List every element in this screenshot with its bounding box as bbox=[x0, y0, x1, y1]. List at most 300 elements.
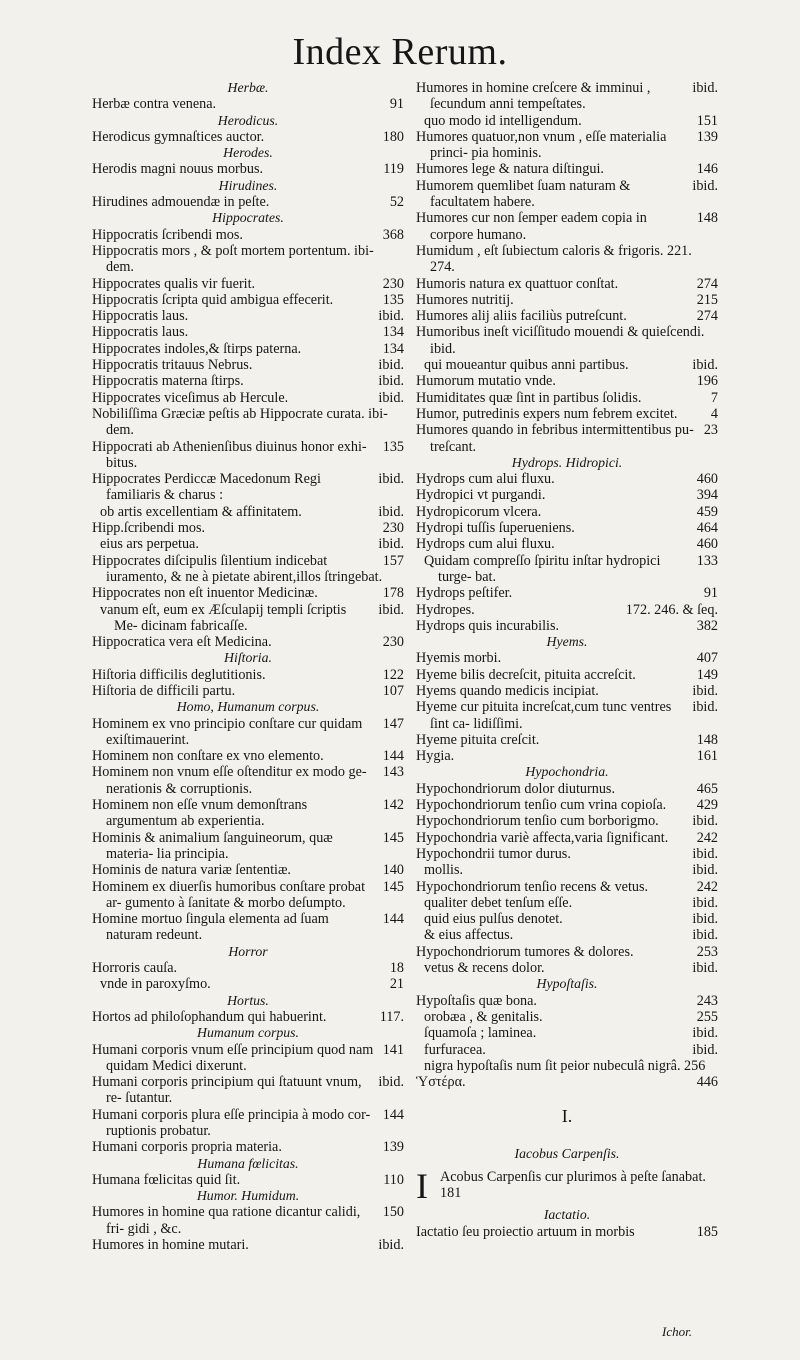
index-entry bbox=[92, 1042, 404, 1075]
index-entry bbox=[416, 390, 718, 406]
index-entry bbox=[92, 161, 404, 177]
page-ref: 157 bbox=[382, 552, 404, 569]
page-ref: 150 bbox=[382, 1204, 404, 1221]
page-ref: ibid. bbox=[378, 389, 404, 406]
page-ref: ibid. bbox=[692, 911, 718, 928]
page-ref: ibid. bbox=[692, 80, 718, 96]
page-ref: 134 bbox=[382, 324, 404, 341]
entry-text: qualiter debet tenſum eſſe. bbox=[424, 894, 573, 911]
index-subentry bbox=[416, 895, 718, 911]
entry-text: Hominem ex vno principio conſtare cur quidam exiſtimauerint. bbox=[92, 715, 363, 748]
right-column bbox=[416, 80, 718, 1240]
index-entry bbox=[92, 1074, 404, 1107]
entry-text: Hydrops quis incurabilis. bbox=[416, 617, 560, 634]
entry-text: Homine mortuo ſingula elementa ad ſuam naturam redeunt. bbox=[92, 911, 329, 944]
index-entry bbox=[416, 80, 718, 113]
index-entry bbox=[92, 1139, 404, 1155]
index-entry bbox=[92, 520, 404, 536]
page-ref: 274 bbox=[696, 308, 718, 325]
page-ref: 110 bbox=[383, 1171, 404, 1188]
section-heading: Herodicus. bbox=[217, 112, 279, 128]
page-ref: 145 bbox=[382, 829, 404, 846]
index-subentry bbox=[92, 602, 404, 635]
jactatio-head: Iactatio. bbox=[543, 1207, 591, 1223]
page-ref: 459 bbox=[696, 503, 718, 520]
dropcap-entry bbox=[416, 1165, 718, 1206]
entry-text: Hyems quando medicis incipiat. bbox=[416, 682, 599, 699]
page-ref: 230 bbox=[382, 520, 404, 537]
entry-text: Hippocratis mors , & poſt mortem portentum. ibi- dem. bbox=[92, 242, 374, 276]
index-entry bbox=[416, 732, 718, 748]
index-entry bbox=[416, 487, 718, 503]
entry-text: Hominis & animalium ſanguineorum, quæ materia- lia principia. bbox=[92, 829, 333, 862]
entry-text: Hyeme cur pituita increſcat,cum tunc ventres ſint ca- lidiſſimi. bbox=[416, 699, 672, 732]
index-entry bbox=[92, 276, 404, 292]
entry-text: vanum eſt, eum ex Æſculapij templi ſcriptis Me- dicinam fabricaſſe. bbox=[100, 601, 347, 634]
page-ref: ibid. bbox=[692, 862, 718, 879]
page-ref: 215 bbox=[696, 291, 718, 308]
page-ref: 143 bbox=[382, 764, 404, 781]
entry-text: Hominem non vnum eſſe oſtenditur ex modo ge- nerationis & corruptionis. bbox=[92, 764, 367, 797]
left-column bbox=[92, 80, 404, 1253]
index-entry bbox=[416, 683, 718, 699]
page-ref: 146 bbox=[696, 161, 718, 178]
index-entry bbox=[416, 993, 718, 1009]
entry-text: orobæa , & genitalis. bbox=[424, 1008, 543, 1025]
entry-text: Hippocratis laus. bbox=[92, 324, 189, 341]
page-ref: ibid. bbox=[378, 308, 404, 325]
page-ref: 465 bbox=[696, 780, 718, 797]
entry-text: ſquamoſa ; laminea. bbox=[424, 1025, 537, 1042]
entry-text: Humor, putredinis expers num febrem excitet. bbox=[416, 405, 678, 422]
entry-text: vetus & recens dolor. bbox=[424, 960, 545, 977]
index-entry bbox=[92, 1172, 404, 1188]
index-entry bbox=[416, 1074, 718, 1090]
page-ref: 180 bbox=[382, 128, 404, 145]
index-entry bbox=[416, 292, 718, 308]
entry-text: mollis. bbox=[424, 862, 464, 879]
page-ref: 23 bbox=[703, 422, 718, 439]
entry-text: Hippocratis materna ſtirps. bbox=[92, 373, 244, 390]
index-entry bbox=[416, 504, 718, 520]
entry-text: Hydrops cum alui fluxu. bbox=[416, 536, 555, 553]
index-entry bbox=[416, 520, 718, 536]
page-ref: 460 bbox=[696, 471, 718, 488]
entry-text: & eius affectus. bbox=[424, 927, 514, 944]
index-entry bbox=[92, 227, 404, 243]
index-entry bbox=[416, 161, 718, 177]
entry-text: Hippocrates viceſimus ab Hercule. bbox=[92, 389, 289, 406]
entry-text: Hydropi tuſſis ſuperueniens. bbox=[416, 520, 575, 537]
index-entry bbox=[92, 667, 404, 683]
index-entry bbox=[416, 846, 718, 862]
page-ref: 407 bbox=[696, 650, 718, 667]
page-ref: 151 bbox=[696, 112, 718, 129]
page-ref: ibid. bbox=[378, 373, 404, 390]
index-subentry bbox=[92, 976, 404, 992]
page-ref: 134 bbox=[382, 340, 404, 357]
entry-text: Hippocratis ſcripta quid ambigua effecerit. bbox=[92, 291, 334, 308]
entry-text: vnde in paroxyſmo. bbox=[100, 976, 211, 993]
page-ref: 161 bbox=[696, 748, 718, 765]
index-entry bbox=[416, 210, 718, 243]
page-ref: ibid. bbox=[692, 960, 718, 977]
entry-text: Hippocrates qualis vir fuerit. bbox=[92, 275, 256, 292]
entry-text: Hirudines admouendæ in peſte. bbox=[92, 194, 270, 211]
index-entry bbox=[92, 1237, 404, 1253]
page-ref: 274 bbox=[696, 275, 718, 292]
entry-text: Iactatio ſeu proiectio artuum in morbis bbox=[416, 1223, 635, 1240]
page-ref: ibid. bbox=[692, 177, 718, 194]
entry-text: quid eius pulſus denotet. bbox=[424, 911, 563, 928]
page-ref: 178 bbox=[382, 585, 404, 602]
entry-text: Humores quando in febribus intermittentibus pu- treſcant. bbox=[416, 422, 694, 455]
section-heading: Herodes. bbox=[223, 145, 273, 161]
entry-text: Hydrops peſtifer. bbox=[416, 585, 513, 602]
page-ref: ibid. bbox=[692, 682, 718, 699]
page-ref: 18 bbox=[389, 960, 404, 977]
entry-text: Hominis de natura variæ ſententiæ. bbox=[92, 862, 291, 879]
page-ref: 243 bbox=[696, 992, 718, 1009]
index-entry bbox=[92, 341, 404, 357]
page-ref: 142 bbox=[382, 797, 404, 814]
dropcap-letter: I bbox=[416, 1165, 428, 1206]
index-entry bbox=[92, 390, 404, 406]
index-entry bbox=[92, 911, 404, 944]
page-ref: 394 bbox=[696, 487, 718, 504]
index-entry bbox=[416, 373, 718, 389]
entry-text: quo modo id intelligendum. bbox=[424, 112, 582, 129]
entry-text: Hyeme pituita creſcit. bbox=[416, 731, 540, 748]
entry-text: Hippocratis laus. bbox=[92, 308, 189, 325]
index-entry bbox=[416, 276, 718, 292]
page-ref: 230 bbox=[382, 275, 404, 292]
index-subentry bbox=[416, 911, 718, 927]
index-entry bbox=[416, 797, 718, 813]
index-entry bbox=[92, 406, 404, 439]
index-entry bbox=[92, 585, 404, 601]
entry-text: Hypochondriorum tenſio cum borborigmo. bbox=[416, 813, 659, 830]
index-entry bbox=[416, 308, 718, 324]
entry-text: Hipp.ſcribendi mos. bbox=[92, 520, 206, 537]
page-ref: 242 bbox=[696, 878, 718, 895]
index-entry bbox=[416, 602, 718, 618]
entry-text: Hippocrates Perdiccæ Macedonum Regi familiaris & charus : bbox=[92, 471, 321, 504]
page-ref: 135 bbox=[382, 291, 404, 308]
entry-text: Humores lege & natura diſtingui. bbox=[416, 161, 604, 178]
index-entry bbox=[416, 618, 718, 634]
page-ref: ibid. bbox=[378, 471, 404, 488]
index-entry bbox=[92, 357, 404, 373]
page-ref: 133 bbox=[696, 552, 718, 569]
page-ref: 91 bbox=[389, 96, 404, 113]
page-ref: 4 bbox=[710, 405, 718, 422]
page-ref: ibid. bbox=[692, 357, 718, 374]
index-entry bbox=[92, 373, 404, 389]
page-ref: 460 bbox=[696, 536, 718, 553]
index-subentry bbox=[416, 1025, 718, 1041]
catchword: Ichor. bbox=[662, 1324, 692, 1339]
page-ref: 368 bbox=[382, 226, 404, 243]
page-ref: ibid. bbox=[692, 813, 718, 830]
page-ref: 255 bbox=[696, 1008, 718, 1025]
page-ref: ibid. bbox=[692, 927, 718, 944]
entry-text: Humores alij aliis faciliùs putreſcunt. bbox=[416, 308, 627, 325]
entry-text: Hippocrati ab Athenienſibus diuinus honor exhi- bitus. bbox=[92, 438, 367, 471]
index-entry bbox=[92, 879, 404, 912]
page-title: Index Rerum. bbox=[292, 31, 508, 73]
index-subentry bbox=[416, 960, 718, 976]
section-heading: Hydrops. Hidropici. bbox=[511, 454, 623, 470]
section-letter: I. bbox=[561, 1106, 573, 1127]
page-ref: 242 bbox=[696, 829, 718, 846]
section-heading: Homo, Humanum corpus. bbox=[176, 699, 320, 715]
entry-text: Hippocrates non eſt inuentor Medicinæ. bbox=[92, 585, 318, 602]
section-heading: Hirudines. bbox=[218, 177, 278, 193]
entry-text: Humana fœlicitas quid ſit. bbox=[92, 1171, 241, 1188]
entry-text: Humoris natura ex quattuor conſtat. bbox=[416, 275, 619, 292]
index-entry bbox=[92, 243, 404, 276]
entry-text: Hiſtoria de difficili partu. bbox=[92, 682, 236, 699]
section-heading: Hippocrates. bbox=[212, 210, 284, 226]
index-entry bbox=[92, 960, 404, 976]
page-ref: 139 bbox=[382, 1139, 404, 1156]
page-ref: ibid. bbox=[378, 536, 404, 553]
page-ref: ibid. bbox=[378, 503, 404, 520]
page-ref: ibid. bbox=[692, 1025, 718, 1042]
entry-text: ob artis excellentiam & affinitatem. bbox=[100, 503, 302, 520]
index-entry bbox=[92, 324, 404, 340]
index-entry bbox=[416, 748, 718, 764]
index-subentry bbox=[416, 862, 718, 878]
page-ref: 464 bbox=[696, 520, 718, 537]
entry-text: Hypoſtaſis quæ bona. bbox=[416, 992, 537, 1009]
page-ref: 149 bbox=[696, 666, 718, 683]
entry-text: Hydropici vt purgandi. bbox=[416, 487, 546, 504]
index-entry bbox=[92, 830, 404, 863]
entry-text: Humani corporis plura eſſe principia à modo cor- ruptionis probatur. bbox=[92, 1106, 371, 1139]
index-entry bbox=[416, 879, 718, 895]
entry-text: Horroris cauſa. bbox=[92, 960, 178, 977]
entry-text: Hydropes. bbox=[416, 601, 475, 618]
entry-text: Herodis magni nouus morbus. bbox=[92, 161, 264, 178]
page-ref: 148 bbox=[696, 731, 718, 748]
entry-text: Humidum , eſt ſubiectum caloris & frigoris. 221. 274. bbox=[416, 242, 692, 276]
section-heading: Herbæ. bbox=[227, 80, 269, 95]
entry-text: Hominem non eſſe vnum demonſtrans argumentum ab experientia. bbox=[92, 797, 308, 830]
entry-text: Hominem ex diuerſis humoribus conſtare probat ar- gumento à ſanitate & morbo deſumpto. bbox=[92, 878, 366, 911]
index-entry bbox=[416, 471, 718, 487]
entry-text: nigra hypoſtaſis num ſit peior nubeculâ nigrâ. 256 bbox=[424, 1057, 706, 1074]
index-entry bbox=[416, 813, 718, 829]
entry-text: Humores quatuor,non vnum , eſſe materialia princi- pia hominis. bbox=[416, 128, 667, 162]
index-subentry bbox=[416, 1042, 718, 1058]
page-ref: ibid. bbox=[692, 894, 718, 911]
page-ref: 185 bbox=[696, 1223, 718, 1240]
entry-text: Quidam compreſſo ſpiritu inſtar hydropici turge- bat. bbox=[424, 552, 661, 585]
index-subentry bbox=[416, 113, 718, 129]
entry-text: Hypochondriorum tenſio cum vrina copioſa. bbox=[416, 797, 667, 814]
index-entry bbox=[416, 324, 718, 357]
entry-text: Hiſtoria difficilis deglutitionis. bbox=[92, 666, 266, 683]
entry-text: furfuracea. bbox=[424, 1041, 486, 1058]
index-entry bbox=[416, 830, 718, 846]
index-entry bbox=[92, 194, 404, 210]
index-subentry bbox=[416, 1058, 718, 1074]
page-ref: 144 bbox=[382, 748, 404, 765]
entry-text: Humorum mutatio vnde. bbox=[416, 373, 556, 390]
entry-text: Herodicus gymnaſtices auctor. bbox=[92, 128, 265, 145]
entry-text: Hyemis morbi. bbox=[416, 650, 502, 667]
index-entry bbox=[92, 797, 404, 830]
entry-text: Humoribus ineſt viciſſitudo mouendi & quieſcendi. ibid. bbox=[416, 324, 705, 357]
page-ref: 148 bbox=[696, 210, 718, 227]
page-ref: 135 bbox=[382, 438, 404, 455]
entry-text: Humani corporis vnum eſſe principium quod nam quidam Medici dixerunt. bbox=[92, 1041, 374, 1074]
index-entry bbox=[92, 471, 404, 504]
section-heading: Hyems. bbox=[546, 634, 588, 650]
index-entry bbox=[416, 243, 718, 276]
page-ref: ibid. bbox=[378, 1237, 404, 1254]
entry-text: Hydrops cum alui fluxu. bbox=[416, 471, 555, 488]
index-entry bbox=[92, 716, 404, 749]
entry-text: Humani corporis principium qui ſtatuunt vnum, re- ſutantur. bbox=[92, 1074, 362, 1107]
entry-text: Hypochondrii tumor durus. bbox=[416, 845, 571, 862]
page-ref: ibid. bbox=[692, 845, 718, 862]
index-subentry bbox=[92, 504, 404, 520]
index-entry bbox=[92, 308, 404, 324]
page-ref: 172. 246. & ſeq. bbox=[625, 601, 718, 618]
page-ref: ibid. bbox=[378, 357, 404, 374]
entry-text: Humani corporis propria materia. bbox=[92, 1139, 282, 1156]
index-entry bbox=[416, 699, 718, 732]
entry-text: Hippocrates diſcipulis ſilentium indicebat iuramento, & ne à pietate abirent,illos ſtringebat. bbox=[92, 552, 383, 585]
index-entry bbox=[92, 748, 404, 764]
jactatio-entry bbox=[416, 1224, 718, 1240]
page-ref: 253 bbox=[696, 943, 718, 960]
index-entry bbox=[416, 585, 718, 601]
index-entry bbox=[92, 553, 404, 586]
index-subentry bbox=[416, 927, 718, 943]
entry-text: Humores in homine mutari. bbox=[92, 1237, 249, 1254]
page-ref: 140 bbox=[382, 862, 404, 879]
entry-text: Humorem quemlibet ſuam naturam & facultatem habere. bbox=[416, 177, 631, 211]
page-ref: 145 bbox=[382, 878, 404, 895]
section-heading: Humor. Humidum. bbox=[196, 1188, 300, 1204]
section-head: Iacobus Carpenſis. bbox=[514, 1146, 620, 1162]
page-ref: 144 bbox=[382, 1106, 404, 1123]
section-heading: Humana fœlicitas. bbox=[197, 1155, 299, 1171]
index-entry bbox=[416, 406, 718, 422]
index-entry bbox=[92, 292, 404, 308]
index-entry bbox=[416, 178, 718, 211]
index-entry bbox=[92, 764, 404, 797]
dropcap-text: Acobus Carpenſis cur plurimos à peſte ſanabat. 181 bbox=[440, 1168, 706, 1201]
entry-text: Hippocrates indoles,& ſtirps paterna. bbox=[92, 340, 302, 357]
page-ref: 382 bbox=[696, 617, 718, 634]
entry-text: Hydropicorum vlcera. bbox=[416, 503, 542, 520]
page-ref: 230 bbox=[382, 634, 404, 651]
page-ref: 446 bbox=[696, 1074, 718, 1091]
index-subentry bbox=[416, 1009, 718, 1025]
entry-text: Hippocratis ſcribendi mos. bbox=[92, 226, 243, 243]
index-entry bbox=[92, 1204, 404, 1237]
page-ref: 196 bbox=[696, 373, 718, 390]
index-entry bbox=[92, 634, 404, 650]
page-ref: 144 bbox=[382, 911, 404, 928]
page-ref: 122 bbox=[382, 666, 404, 683]
page-ref: 147 bbox=[382, 715, 404, 732]
section-heading: Humanum corpus. bbox=[197, 1025, 299, 1041]
page-ref: ibid. bbox=[692, 1041, 718, 1058]
entry-text: Hippocratis tritauus Nebrus. bbox=[92, 357, 253, 374]
entry-text: Hypochondriorum tenſio recens & vetus. bbox=[416, 878, 649, 895]
page-ref: 119 bbox=[383, 161, 404, 178]
entry-text: Nobiliſſima Græciæ peſtis ab Hippocrate curata. ibi- dem. bbox=[92, 405, 388, 439]
index-entry bbox=[416, 667, 718, 683]
page-ref: ibid. bbox=[378, 601, 404, 618]
section-heading: Hypochondria. bbox=[525, 764, 609, 780]
index-entry bbox=[92, 683, 404, 699]
entry-text: Hippocratica vera eſt Medicina. bbox=[92, 634, 272, 651]
entry-text: Humores cur non ſemper eadem copia in corpore humano. bbox=[416, 210, 647, 243]
entry-text: Humores in homine qua ratione dicantur calidi, fri- gidi , &c. bbox=[92, 1204, 361, 1237]
index-entry bbox=[92, 1107, 404, 1140]
entry-text: Hypochondriorum tumores & dolores. bbox=[416, 943, 634, 960]
index-subentry bbox=[416, 553, 718, 586]
entry-text: Hortos ad philoſophandum qui habuerint. bbox=[92, 1008, 327, 1025]
entry-text: Humores in homine creſcere & imminui , ſecundum anni tempeſtates. bbox=[416, 80, 651, 113]
entry-text: qui moueantur quibus anni partibus. bbox=[424, 357, 629, 374]
entry-text: Hypochondriorum dolor diuturnus. bbox=[416, 780, 615, 797]
entry-text: Hygia. bbox=[416, 748, 455, 765]
index-entry bbox=[416, 129, 718, 162]
index-entry bbox=[416, 536, 718, 552]
section-heading: Hortus. bbox=[227, 992, 269, 1008]
page-ref: 141 bbox=[382, 1041, 404, 1058]
section-heading: Hiſtoria. bbox=[224, 650, 272, 666]
index-entry bbox=[416, 944, 718, 960]
entry-text: Ὑστέρα. bbox=[416, 1074, 466, 1091]
page-ref: 21 bbox=[389, 976, 404, 993]
entry-text: Hypochondria variè affecta,varia ſignificant. bbox=[416, 829, 669, 846]
index-entry bbox=[416, 422, 718, 455]
index-entry bbox=[416, 650, 718, 666]
page-ref: 7 bbox=[710, 389, 718, 406]
index-subentry bbox=[92, 536, 404, 552]
section-heading: Horror bbox=[228, 943, 268, 959]
page-ref: ibid. bbox=[692, 699, 718, 716]
section-heading: Hypoſtaſis. bbox=[536, 976, 598, 992]
page-ref: 52 bbox=[389, 194, 404, 211]
index-entry bbox=[92, 439, 404, 472]
entry-text: eius ars perpetua. bbox=[100, 536, 199, 553]
page-ref: ibid. bbox=[378, 1074, 404, 1091]
index-entry bbox=[416, 781, 718, 797]
index-entry bbox=[92, 862, 404, 878]
index-subentry bbox=[416, 357, 718, 373]
index-entry bbox=[92, 1009, 404, 1025]
entry-text: Humiditates quæ ſint in partibus ſolidis. bbox=[416, 389, 642, 406]
entry-text: Herbæ contra venena. bbox=[92, 96, 217, 113]
index-entry bbox=[92, 129, 404, 145]
index-entry bbox=[92, 96, 404, 112]
entry-text: Hominem non conſtare ex vno elemento. bbox=[92, 748, 324, 765]
page-ref: 139 bbox=[696, 128, 718, 145]
entry-text: Hyeme bilis decreſcit, pituita accreſcit. bbox=[416, 666, 636, 683]
entry-text: Humores nutritij. bbox=[416, 291, 514, 308]
page-ref: 117. bbox=[379, 1008, 404, 1025]
